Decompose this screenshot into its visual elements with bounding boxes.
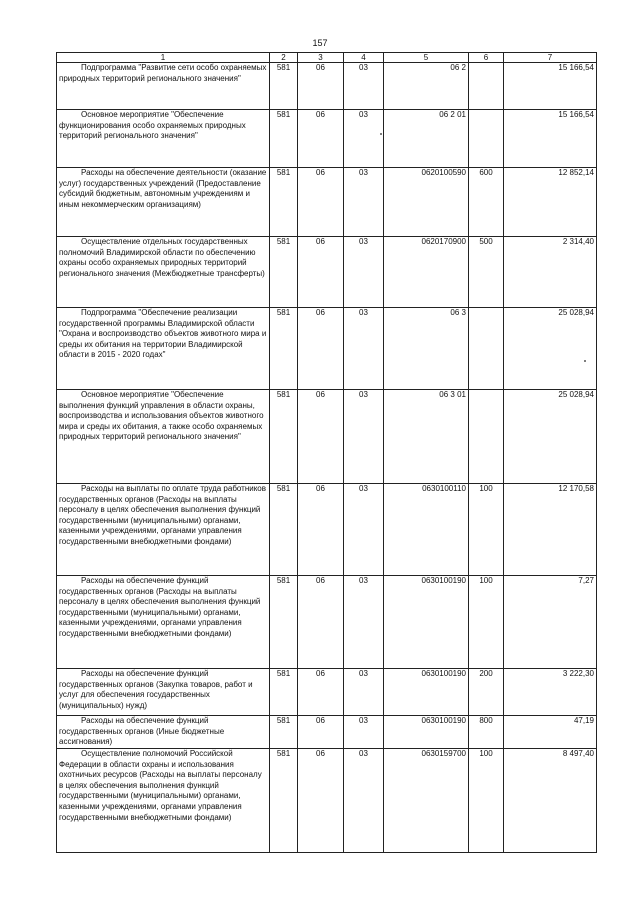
- row-target-article: 0630100190: [384, 669, 469, 716]
- row-expense-type: 100: [469, 749, 504, 853]
- row-amount: 15 166,54: [504, 110, 597, 168]
- table-row: [57, 576, 597, 669]
- row-description: Расходы на обеспечение функций государственных органов (Закупка товаров, работ и услуг для обеспечения государственных (муниципальных) нужд): [57, 669, 270, 716]
- row-target-article: 0630159700: [384, 749, 469, 853]
- row-description: Основное мероприятие "Обеспечение функционирования особо охраняемых природных территорий регионального значения": [57, 110, 270, 168]
- row-target-article: 0630100190: [384, 576, 469, 669]
- row-target-article: 0630100110: [384, 484, 469, 576]
- row-description: Расходы на обеспечение функций государственных органов (Иные бюджетные ассигнования): [57, 716, 270, 749]
- header-col-6: 6: [469, 53, 504, 63]
- row-expense-type: 600: [469, 168, 504, 237]
- row-description: Расходы на обеспечение деятельности (оказание услуг) государственных учреждений (Предоставление субсидий бюджетным, автономным учреждениям и иным некоммерческим организациям): [57, 168, 270, 237]
- row-ministry-code: 581: [270, 484, 298, 576]
- row-amount: 12 852,14: [504, 168, 597, 237]
- row-amount: 2 314,40: [504, 237, 597, 308]
- row-subsection-code: 03: [344, 669, 384, 716]
- row-amount: 7,27: [504, 576, 597, 669]
- table-row: [57, 390, 597, 484]
- row-target-article: 06 3: [384, 308, 469, 390]
- row-subsection-code: 03: [344, 63, 384, 110]
- row-section-code: 06: [298, 576, 344, 669]
- row-subsection-code: 03: [344, 749, 384, 853]
- page-number: 157: [312, 38, 328, 48]
- row-target-article: 06 2 01: [384, 110, 469, 168]
- row-amount: 12 170,58: [504, 484, 597, 576]
- row-target-article: 0620100590: [384, 168, 469, 237]
- row-target-article: 0620170900: [384, 237, 469, 308]
- row-ministry-code: 581: [270, 576, 298, 669]
- table-row: [57, 63, 597, 110]
- header-col-5: 5: [384, 53, 469, 63]
- scan-speck: [584, 360, 586, 362]
- table-row: [57, 168, 597, 237]
- row-section-code: 06: [298, 749, 344, 853]
- row-description: Расходы на обеспечение функций государственных органов (Расходы на выплаты персоналу в целях обеспечения выполнения функций государственными (муниципальными) органами, казенными учреждениями, органами управления государственными внебюджетными фондами): [57, 576, 270, 669]
- row-expense-type: [469, 308, 504, 390]
- scan-speck: [380, 133, 382, 135]
- row-ministry-code: 581: [270, 716, 298, 749]
- row-section-code: 06: [298, 669, 344, 716]
- row-subsection-code: 03: [344, 716, 384, 749]
- table-row: [57, 110, 597, 168]
- row-section-code: 06: [298, 237, 344, 308]
- row-expense-type: [469, 110, 504, 168]
- row-expense-type: [469, 63, 504, 110]
- row-target-article: 0630100190: [384, 716, 469, 749]
- header-col-1: 1: [57, 53, 270, 63]
- row-section-code: 06: [298, 63, 344, 110]
- table-row: [57, 669, 597, 716]
- table-row: [57, 749, 597, 853]
- row-description: Осуществление отдельных государственных полномочий Владимирской области по обеспечению охраны особо охраняемых природных территорий регионального значения (Межбюджетные трансферты): [57, 237, 270, 308]
- row-subsection-code: 03: [344, 168, 384, 237]
- table-row: [57, 308, 597, 390]
- header-col-7: 7: [504, 53, 597, 63]
- row-amount: 3 222,30: [504, 669, 597, 716]
- row-expense-type: 800: [469, 716, 504, 749]
- row-subsection-code: 03: [344, 576, 384, 669]
- table-row: [57, 716, 597, 749]
- row-ministry-code: 581: [270, 110, 298, 168]
- row-section-code: 06: [298, 390, 344, 484]
- row-description: Осуществление полномочий Российской Федерации в области охраны и использования охотничьих ресурсов (Расходы на выплаты персоналу в целях обеспечения выполнения функций государственными (муниципальными) органами, казенными учреждениями, органами управления государственными внебюджетными фондами): [57, 749, 270, 853]
- table-row: [57, 484, 597, 576]
- row-ministry-code: 581: [270, 308, 298, 390]
- table-row: [57, 237, 597, 308]
- row-section-code: 06: [298, 110, 344, 168]
- row-expense-type: 100: [469, 576, 504, 669]
- row-section-code: 06: [298, 484, 344, 576]
- row-ministry-code: 581: [270, 237, 298, 308]
- row-description: Расходы на выплаты по оплате труда работников государственных органов (Расходы на выплаты персоналу в целях обеспечения выполнения функций государственными (муниципальными) органами, казенными учреждениями, органами управления государственными внебюджетными фондами): [57, 484, 270, 576]
- header-col-4: 4: [344, 53, 384, 63]
- row-ministry-code: 581: [270, 669, 298, 716]
- row-description: Основное мероприятие "Обеспечение выполнения функций управления в области охраны, воспроизводства и использования объектов животного мира и среды их обитания, а также особо охраняемых природных территорий регионального значения": [57, 390, 270, 484]
- row-target-article: 06 2: [384, 63, 469, 110]
- row-subsection-code: 03: [344, 308, 384, 390]
- row-expense-type: 200: [469, 669, 504, 716]
- row-subsection-code: 03: [344, 484, 384, 576]
- row-subsection-code: 03: [344, 390, 384, 484]
- row-expense-type: 500: [469, 237, 504, 308]
- row-subsection-code: 03: [344, 237, 384, 308]
- row-target-article: 06 3 01: [384, 390, 469, 484]
- row-expense-type: [469, 390, 504, 484]
- row-amount: 25 028,94: [504, 390, 597, 484]
- row-ministry-code: 581: [270, 63, 298, 110]
- table-header-row: [57, 53, 597, 63]
- row-amount: 15 166,54: [504, 63, 597, 110]
- header-col-3: 3: [298, 53, 344, 63]
- row-ministry-code: 581: [270, 749, 298, 853]
- row-description: Подпрограмма "Обеспечение реализации государственной программы Владимирской области "Охрана и воспроизводство объектов животного мира и среды их обитания на территории Владимирской области в 2015 - 2020 годах": [57, 308, 270, 390]
- row-description: Подпрограмма "Развитие сети особо охраняемых природных территорий регионального значения": [57, 63, 270, 110]
- row-subsection-code: 03: [344, 110, 384, 168]
- row-section-code: 06: [298, 308, 344, 390]
- row-amount: 8 497,40: [504, 749, 597, 853]
- row-amount: 25 028,94: [504, 308, 597, 390]
- row-ministry-code: 581: [270, 168, 298, 237]
- row-ministry-code: 581: [270, 390, 298, 484]
- header-col-2: 2: [270, 53, 298, 63]
- row-expense-type: 100: [469, 484, 504, 576]
- row-amount: 47,19: [504, 716, 597, 749]
- row-section-code: 06: [298, 168, 344, 237]
- budget-table: [56, 52, 597, 853]
- row-section-code: 06: [298, 716, 344, 749]
